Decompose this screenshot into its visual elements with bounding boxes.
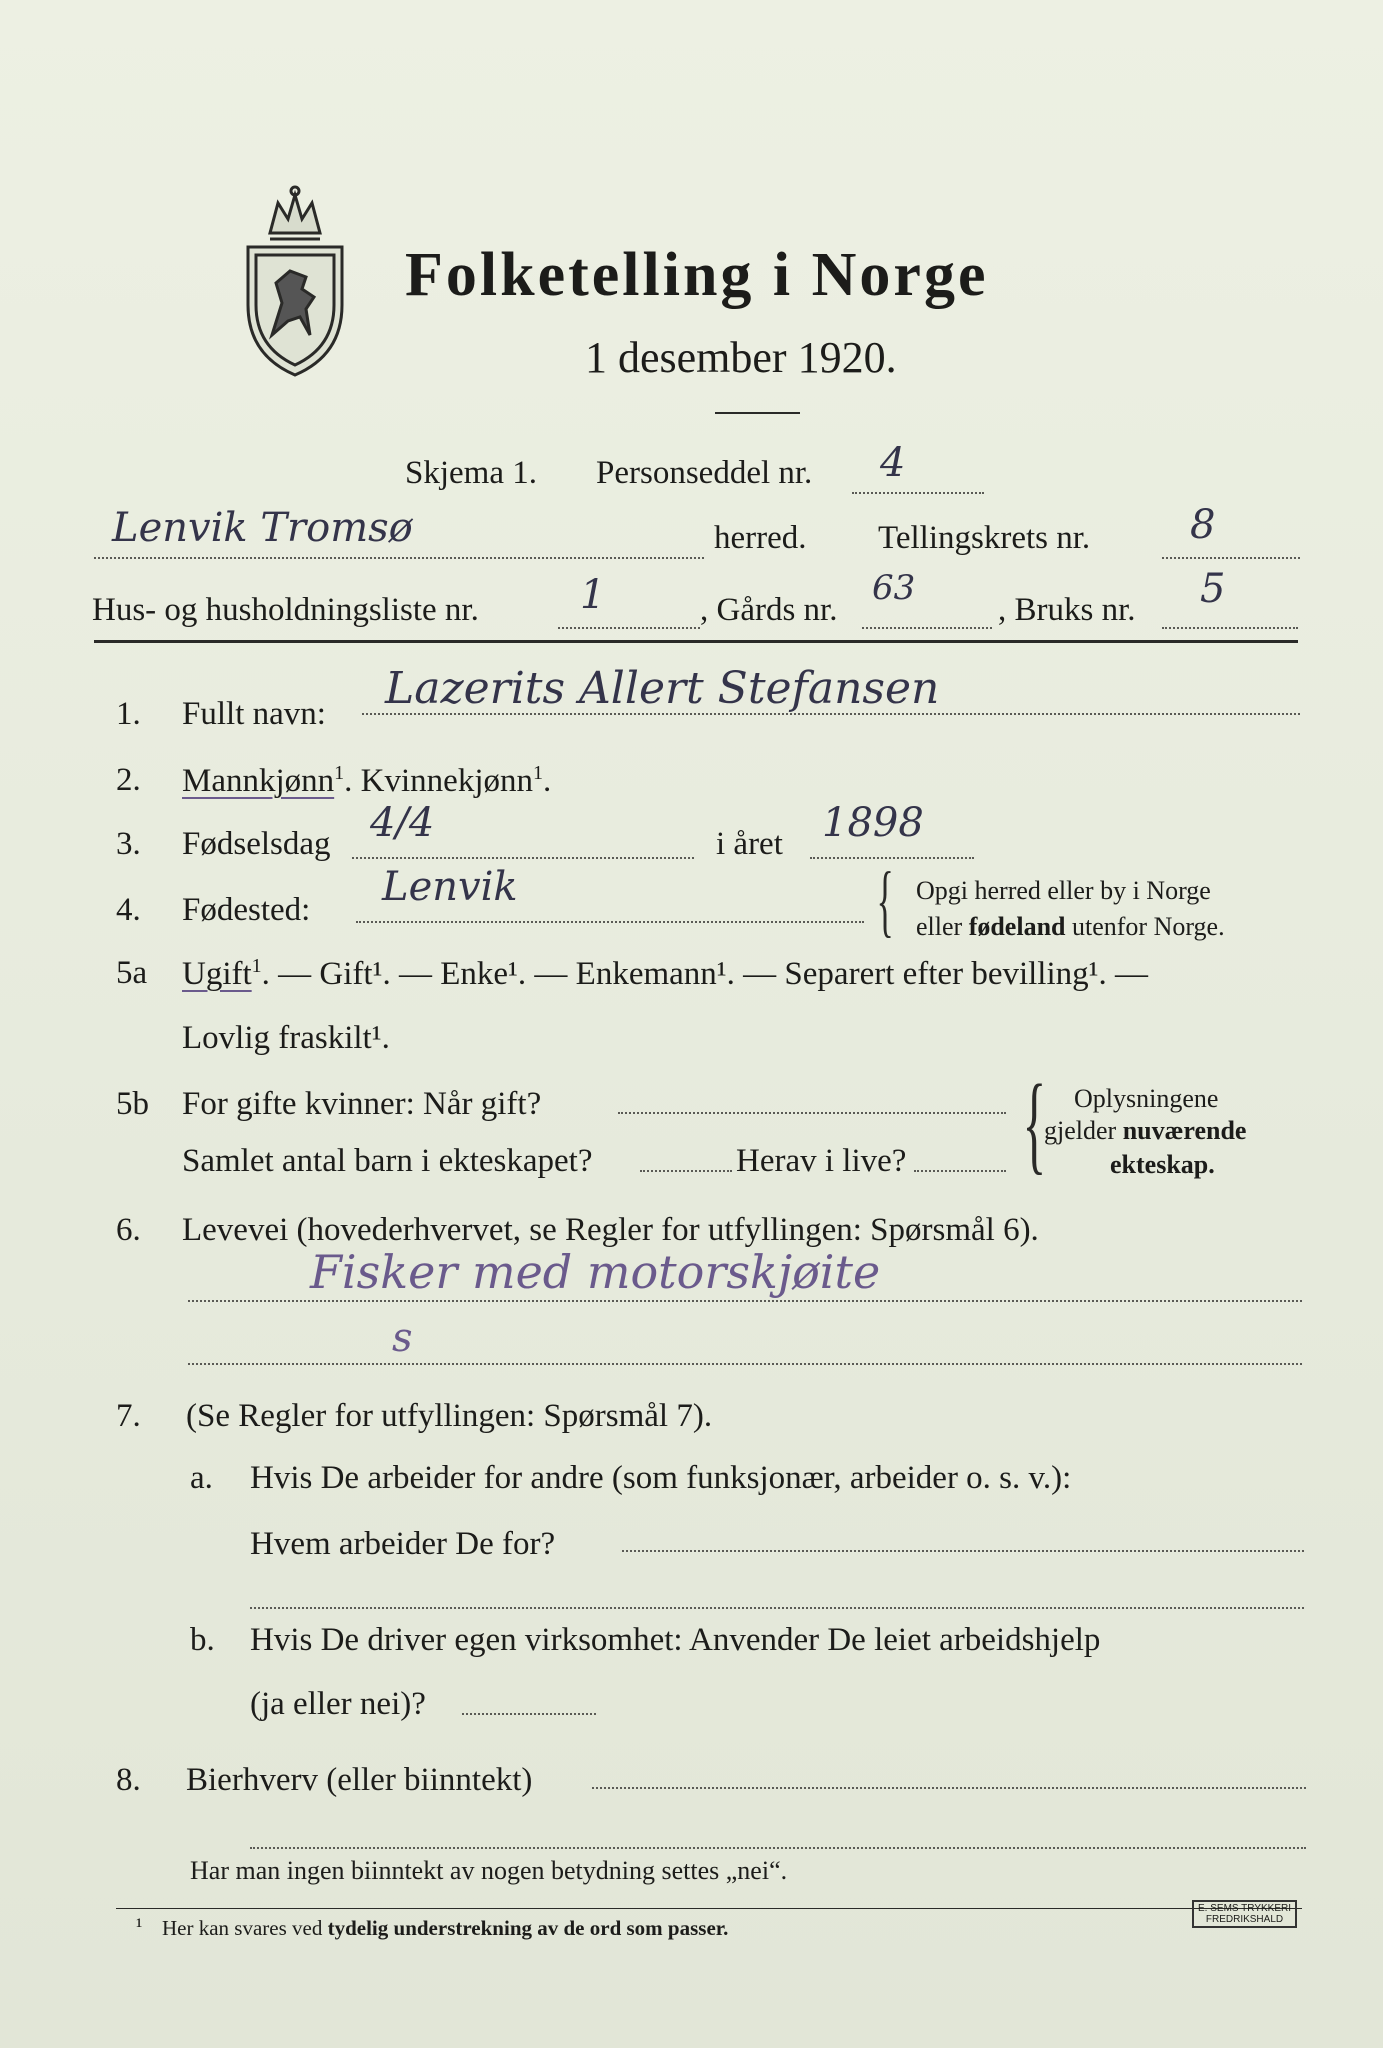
printer-stamp: E. SEMS TRYKKERI FREDRIKSHALD <box>1192 1900 1297 1928</box>
birthdate-value: 4/4 <box>370 800 435 846</box>
form-title: Folketelling i Norge <box>405 241 989 309</box>
q7a-label: Hvis De arbeider for andre (som funksjonær, arbeider o. s. v.): <box>250 1460 1072 1496</box>
gender-male-option: Mannkjønn <box>182 763 335 799</box>
tellingskrets-value: 8 <box>1190 502 1216 548</box>
q8-number: 8. <box>116 1762 141 1798</box>
q5b-number: 5b <box>116 1086 149 1122</box>
q1-number: 1. <box>116 696 141 732</box>
gards-value: 63 <box>872 568 916 608</box>
gards-label: , Gårds nr. <box>700 592 838 628</box>
q5b-note-line1: Oplysningene <box>1074 1084 1219 1113</box>
q3-number: 3. <box>116 826 141 862</box>
census-form-page: Folketelling i Norge 1 desember 1920. Skjema 1. Personseddel nr. 4 Lenvik Tromsø herred. Tellingskrets nr. 8 Hus- og husholdningsliste nr. 1 , Gårds nr. 63 , Bruks nr. 5 1. Fullt navn: Lazerits Allert Stefansen 2. Mannkjønn$^1$. Kvinnekjønn$^1$. 3. Fødselsdag 4/4 i året 1898 4. Fødested: Lenvik { Opgi herred eller by i Norge eller fødeland utenfor Norge. 5a Ugift$^1$. — Gift¹. — Enke¹. — Enkemann¹. — Separert efter bevilling¹. — Lovlig fraskilt¹. 5b For gifte kvinner: Når gift? Samlet antal barn i ekteskapet? Herav i live? { Oplysningene gjelder nuværende ekteskap. 6. Levevei (hovederhvervet, se Regler for utfyllingen: Spørsmål 6). Fisker med motorskjøite s 7. (Se Regler for utfyllingen: Spørsmål 7). a. Hvis De arbeider for andre (som funksjonær, arbeider o. s. v.): Hvem arbeider De for? b. Hvis De driver egen virksomhet: Anvender De leiet arbeidshjelp (ja eller nei)? 8. Bierhverv (eller biinntekt) Har man ingen biinntekt av nogen betydning settes „nei“. ¹ Her kan svares ved tydelig understrekning av de ord som passer. E. SEMS TRYKKERI FREDRIKSHALD <box>0 0 1383 2048</box>
herred-value: Lenvik Tromsø <box>112 505 413 551</box>
q5a-number: 5a <box>116 955 148 991</box>
q4-note-line2: eller fødeland utenfor Norge. <box>916 912 1225 941</box>
q8-label: Bierhverv (eller biinntekt) <box>186 1762 533 1798</box>
gender-female-option: Kvinnekjønn <box>360 763 533 799</box>
header-separator <box>94 640 1298 643</box>
birthyear-value: 1898 <box>822 800 924 846</box>
herred-label: herred. <box>714 520 807 556</box>
q7b-hired-help-field <box>462 1713 596 1715</box>
q1-label: Fullt navn: <box>182 696 326 732</box>
marital-unmarried-option: Ugift <box>182 956 252 992</box>
q5b-alive-label: Herav i live? <box>736 1143 907 1179</box>
q3-label: Fødselsdag <box>182 826 331 862</box>
q7b-hired-help-label: (ja eller nei)? <box>250 1686 426 1722</box>
q6-label: Levevei (hovederhvervet, se Regler for utfyllingen: Spørsmål 6). <box>182 1212 1039 1248</box>
husliste-value: 1 <box>580 572 606 618</box>
husliste-label: Hus- og husholdningsliste nr. <box>92 592 479 628</box>
marital-divorced-option: Lovlig fraskilt¹. <box>182 1020 390 1056</box>
q8-side-income-field <box>592 1787 1306 1789</box>
q4-note-line1: Opgi herred eller by i Norge <box>916 876 1211 905</box>
q6-number: 6. <box>116 1212 141 1248</box>
occupation-mark: s <box>392 1315 413 1361</box>
norway-coat-of-arms-icon <box>240 185 350 380</box>
footnote-number: ¹ <box>136 1914 143 1938</box>
q2-number: 2. <box>116 762 141 798</box>
q4-label: Fødested: <box>182 892 311 928</box>
q7a-employer-field <box>622 1550 1304 1552</box>
birthplace-value: Lenvik <box>382 864 518 910</box>
tellingskrets-label: Tellingskrets nr. <box>878 520 1091 556</box>
footnote-text: Her kan svares ved tydelig understrekning av de ord som passer. <box>162 1916 729 1940</box>
q7b-letter: b. <box>190 1622 215 1658</box>
schema-label: Skjema 1. <box>405 455 537 491</box>
bruks-value: 5 <box>1200 566 1226 612</box>
census-date: 1 desember 1920. <box>585 333 897 382</box>
title-divider <box>715 412 800 414</box>
q7a-employer-label: Hvem arbeider De for? <box>250 1526 556 1562</box>
q5b-children-label: Samlet antal barn i ekteskapet? <box>182 1143 593 1179</box>
occupation-value: Fisker med motorskjøite <box>310 1245 881 1299</box>
q3-year-label: i året <box>716 826 783 862</box>
q7a-letter: a. <box>190 1460 213 1496</box>
q4-number: 4. <box>116 892 141 928</box>
bruks-label: , Bruks nr. <box>998 592 1136 628</box>
q7-label: (Se Regler for utfyllingen: Spørsmål 7). <box>186 1398 713 1434</box>
personseddel-label: Personseddel nr. <box>596 455 813 491</box>
marital-status-line: Ugift$^1$. — Gift¹. — Enke¹. — Enkemann¹. — Separert efter bevilling¹. — <box>182 955 1149 992</box>
q7-number: 7. <box>116 1398 141 1434</box>
personseddel-value: 4 <box>880 440 906 486</box>
q2-gender-line: Mannkjønn$^1$. Kvinnekjønn$^1$. <box>182 762 552 799</box>
side-income-note: Har man ingen biinntekt av nogen betydning settes „nei“. <box>190 1856 788 1885</box>
q5b-note-line3: ekteskap. <box>1110 1150 1215 1179</box>
q7b-label: Hvis De driver egen virksomhet: Anvender De leiet arbeidshjelp <box>250 1622 1101 1658</box>
q5b-note-line2: gjelder nuværende <box>1044 1116 1247 1145</box>
q5b-label: For gifte kvinner: Når gift? <box>182 1086 542 1122</box>
full-name-value: Lazerits Allert Stefansen <box>385 663 940 714</box>
